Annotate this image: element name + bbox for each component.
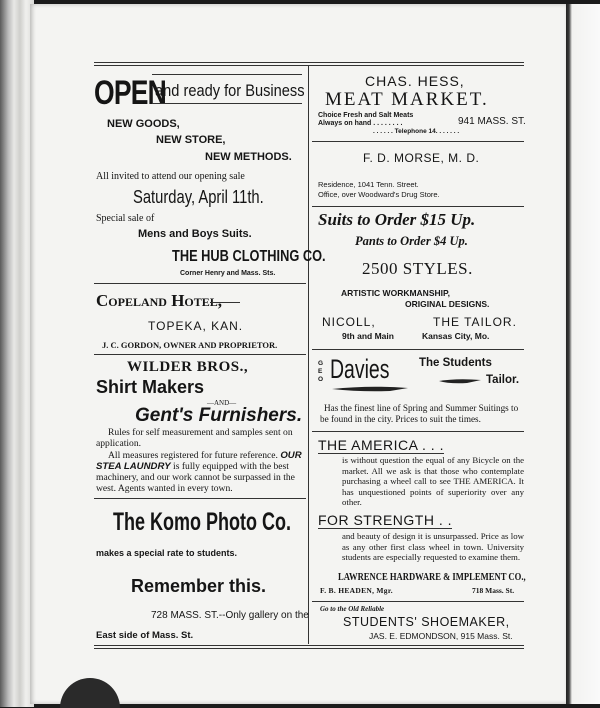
pants-to-order: Pants to Order $4 Up. [355,234,468,248]
wilder-text-2b: is fully equipped with the best machinery, and our work cannot be surpassed in the west. Agents wanted in every town. [96,461,295,494]
headline-bottom-line [152,103,302,104]
morse-office: Office, over Woodward's Drug Store. [318,190,440,199]
divider-r5 [312,601,524,602]
hotel-owner: J. C. GORDON, OWNER AND PROPRIETOR. [102,340,278,350]
wilder-name: WILDER BROS., [127,359,249,375]
meat-market: MEAT MARKET. [325,89,489,110]
geo-prefix: GEO [318,360,324,383]
mens-boys-suits: Mens and Boys Suits. [138,228,252,240]
special-sale: Special sale of [96,213,155,224]
divider-r1 [312,141,524,142]
and-text: —AND— [207,399,237,407]
open-headline: OPEN [94,74,167,112]
davies-name: Davies [330,354,390,384]
divider-2 [94,354,306,355]
nicoll-name: NICOLL, [322,315,376,329]
suits-to-order: Suits to Order $15 Up. [318,210,476,229]
shirt-makers: Shirt Makers [96,377,205,397]
styles-count: 2500 STYLES. [362,259,473,278]
lawrence-address: 718 Mass. St. [472,586,515,595]
edmondson-address: JAS. E. EDMONDSON, 915 Mass. St. [369,631,513,641]
go-to-old-reliable: Go to the Old Reliable [320,605,385,613]
davies-text: Has the finest line of Spring and Summer Suitings to be found in the city. Prices to suit the times. [320,403,519,424]
hotel-city: TOPEKA, KAN. [148,319,244,333]
remember-this: Remember this. [131,576,267,596]
lawrence-hardware: LAWRENCE HARDWARE & IMPLEMENT CO., [338,572,526,583]
divider-r4 [312,431,524,432]
davies-tailor: Tailor. [486,374,520,386]
morse-residence: Residence, 1041 Tenn. Street. [318,180,419,189]
komo-rate: makes a special rate to students. [96,548,238,558]
ready-for-business: and ready for Business [155,81,305,100]
komo-address: 728 MASS. ST.--Only gallery on the [151,610,309,621]
komo-address-2: East side of Mass. St. [96,630,194,641]
new-goods: NEW GOODS, [107,118,180,130]
wilder-text-2a: All measures registered for future reference. [108,450,281,461]
the-tailor: THE TAILOR. [433,315,517,329]
headen-mgr: F. B. HEADEN, Mgr. [320,586,393,595]
wilder-text-2 [96,450,304,494]
the-students: The Students [419,357,492,369]
nicoll-address-1: 9th and Main [342,331,394,341]
morse-name: F. D. MORSE, M. D. [363,151,480,165]
original-designs: ORIGINAL DESIGNS. [405,299,490,309]
bottom-rule [94,645,524,649]
hess-name: CHAS. HESS, [365,73,465,89]
strength-text: and beauty of design it is unsurpassed. Price as low as any other first class wheel in town. University students are especially requested to examine them. [342,531,524,563]
hotel-name: Copeland Hotel, [96,291,223,310]
top-rule [94,62,524,66]
komo-name: The Komo Photo Co. [113,508,291,536]
artistic-workmanship: ARTISTIC WORKMANSHIP, [341,288,450,298]
hess-address: 941 MASS. ST. [458,116,526,127]
laundry-emphasis: OUR STEA LAUNDRY [96,450,302,472]
for-strength: FOR STRENGTH . . [318,512,452,528]
divider-3 [94,498,306,499]
wilder-text-1: Rules for self measurement and samples sent on application. [96,427,293,449]
new-store: NEW STORE, [156,134,226,146]
headline-top-line [152,74,302,75]
america-text: is without question the equal of any Bicycle on the market. All we ask is that those who contemplate purchasing a wheel call to see THE AMERICA. It has unquestioned points of superiority over any other. [342,455,524,508]
hub-corner: Corner Henry and Mass. Sts. [180,270,276,277]
choice-meats: Choice Fresh and Salt Meats [318,112,414,119]
davies-swash [330,385,410,393]
hub-company-name: THE HUB CLOTHING CO. [172,248,326,265]
opening-date: Saturday, April 11th. [133,187,264,207]
newspaper-page [30,4,566,704]
davies-swash-2 [437,377,483,385]
book-page-edge [0,0,34,707]
divider-r2 [312,206,524,207]
divider-1 [94,283,306,284]
america-title: THE AMERICA . . . [318,437,444,453]
new-methods: NEW METHODS. [205,151,292,163]
column-rule [308,66,309,644]
students-shoemaker: STUDENTS' SHOEMAKER, [343,615,510,629]
divider-r3 [312,349,524,350]
hotel-name-flourish [210,302,240,303]
nicoll-address-2: Kansas City, Mo. [422,331,490,341]
hess-phone: . . . . . . Telephone 14. . . . . . . [373,128,460,135]
always-on-hand: Always on hand . . . . . . . . [318,120,403,127]
gents-furnishers: Gent's Furnishers. [135,405,303,426]
next-page-edge [566,4,600,704]
invite-text: All invited to attend our opening sale [96,171,245,182]
